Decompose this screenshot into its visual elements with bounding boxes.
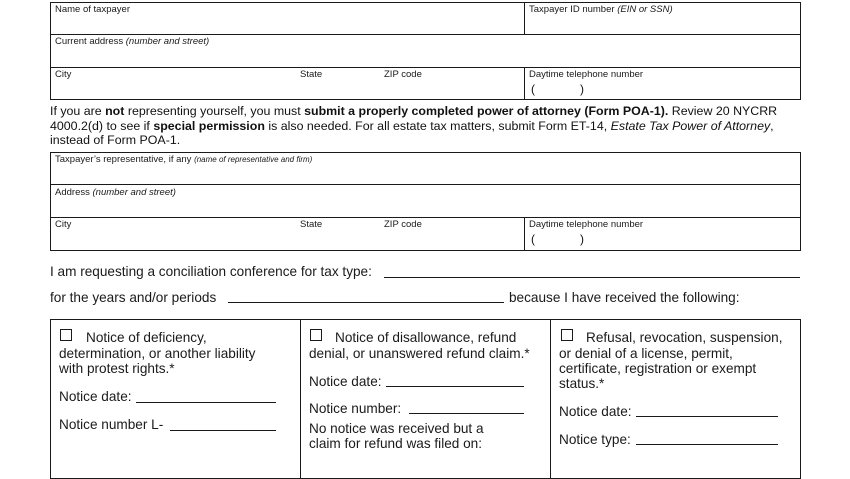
taxpayer-address-label: Current address (number and street) [55,36,210,47]
divider [550,319,551,479]
because-label: because I have received the following: [509,290,740,305]
deficiency-title-line3: with protest rights.* [59,361,175,376]
rep-city-label: City [55,219,72,230]
disallowance-title-line1: Notice of disallowance, refund [335,330,517,345]
col3-notice-type-label: Notice type: [559,432,631,447]
phone-area-open: ( [531,82,535,96]
taxpayer-city-label: City [55,69,72,80]
license-title-line3: certificate, registration or exempt [559,361,757,376]
disallowance-checkbox[interactable] [310,329,322,341]
phone-area-close: ) [580,82,584,96]
license-title-line1: Refusal, revocation, suspension, [586,330,783,345]
divider [50,34,801,35]
taxpayer-id-label: Taxpayer ID number (EIN or SSN) [529,4,673,15]
taxpayer-state-label: State [300,69,323,80]
phone-area-close: ) [580,232,584,246]
rep-zip-label: ZIP code [384,219,422,230]
col2-notice-date-field[interactable] [386,386,524,387]
deficiency-title-line2: determination, or another liability [59,346,256,361]
col1-notice-number-label: Notice number L- [59,417,164,432]
col3-notice-date-label: Notice date: [559,404,632,419]
representative-info-box [50,152,801,251]
periods-label: for the years and/or periods [50,290,217,305]
tax-type-label: I am requesting a conciliation conference for tax type: [50,264,372,279]
col3-notice-date-field[interactable] [636,416,778,417]
col1-notice-date-field[interactable] [136,402,276,403]
rep-name-label: Taxpayer’s representative, if any (name of representative and firm) [55,154,313,165]
deficiency-checkbox[interactable] [60,329,72,341]
tax-type-field[interactable] [384,277,800,278]
taxpayer-zip-label: ZIP code [384,69,422,80]
poa-instructions: If you are not representing yourself, you must submit a properly completed power of attorney (Form POA-1). Review 20 NYCRR 4000.2(d) to see if special permission is also needed. For all estate tax matters, submit Form ET-14, Estate Tax Power of Attorney, instead of Form POA-1. [50,104,778,147]
rep-phone-label: Daytime telephone number [529,219,644,230]
col2-notice-date-label: Notice date: [309,374,382,389]
taxpayer-name-label: Name of taxpayer [55,4,130,15]
periods-field[interactable] [228,302,504,303]
disallowance-title-line2: denial, or unanswered refund claim.* [309,346,530,361]
col2-notice-number-field[interactable] [409,413,524,414]
divider [50,217,801,218]
divider [524,67,525,100]
license-title-line4: status.* [559,376,605,391]
col3-notice-type-field[interactable] [636,444,778,445]
rep-address-label: Address (number and street) [55,187,176,198]
no-notice-line1: No notice was received but a [309,421,484,436]
divider [300,319,301,479]
phone-area-open: ( [531,232,535,246]
divider [50,67,801,68]
col2-notice-number-label: Notice number: [309,401,402,416]
col1-notice-number-field[interactable] [170,430,276,431]
license-refusal-checkbox[interactable] [561,329,573,341]
taxpayer-phone-label: Daytime telephone number [529,69,644,80]
divider [524,2,525,34]
col1-notice-date-label: Notice date: [59,389,132,404]
divider [524,217,525,251]
rep-state-label: State [300,219,323,230]
deficiency-title-line1: Notice of deficiency, [86,330,207,345]
no-notice-line2: claim for refund was filed on: [309,436,483,451]
divider [50,184,801,185]
taxpayer-info-box [50,2,801,100]
license-title-line2: or denial of a license, permit, [559,346,733,361]
